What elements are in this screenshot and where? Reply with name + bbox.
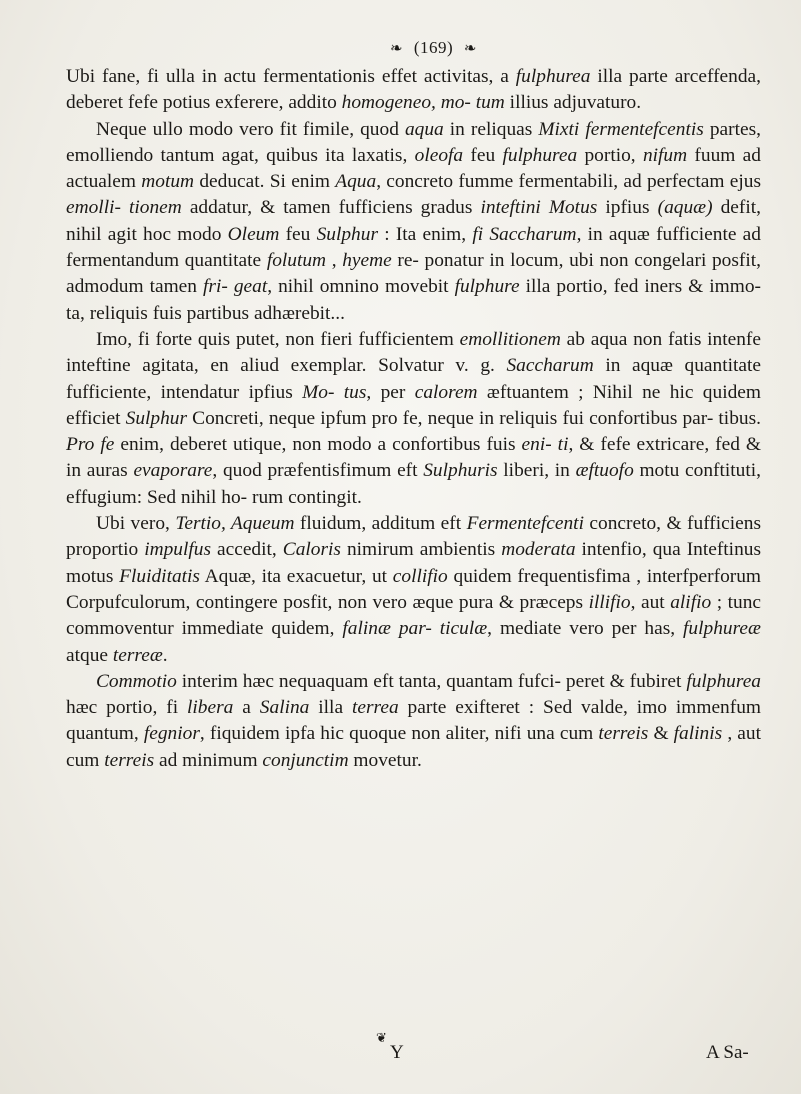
text-run: Aquæ, ita exacuetur, ut <box>199 565 393 587</box>
paragraph <box>66 669 761 774</box>
italic-run: hyeme <box>342 250 392 272</box>
text-run: ad minimum <box>154 749 263 771</box>
text-run: : Ita enim, <box>378 223 473 245</box>
italic-run: evaporare <box>133 460 213 482</box>
text-run: in aquæ quantitate fufficiente, intendatur ipfius <box>66 355 761 403</box>
italic-run: falinæ par- ticulæ <box>342 618 488 640</box>
text-run: , concreto fumme fermentabili, ad perfectam ejus <box>376 171 761 193</box>
paragraph <box>66 511 761 669</box>
italic-run: fri- geat <box>203 276 268 298</box>
text-run: defit, nihil agit hoc modo <box>66 197 761 245</box>
page-header <box>106 38 761 58</box>
text-run: hæc portio, fi <box>66 697 188 719</box>
text-run: in reliquas <box>443 118 539 140</box>
italic-run: Mo- tus <box>302 381 367 403</box>
text-run: movetur. <box>348 749 422 771</box>
italic-run: aqua <box>404 118 444 140</box>
italic-run: fulphurea <box>686 670 761 692</box>
italic-run: emollitionem <box>459 328 561 350</box>
italic-run: terreis <box>104 749 155 771</box>
text-run: illa <box>309 697 352 719</box>
text-run: motu conftituti, effugium: Sed nihil ho- rum contingit. <box>66 460 761 508</box>
italic-run: collifio <box>392 565 448 587</box>
italic-run: terreæ <box>112 644 163 666</box>
text-run: æftuantem ; Nihil ne hic quidem efficiet <box>66 381 761 429</box>
paragraph <box>66 64 761 117</box>
italic-run: fi Saccharum <box>472 223 577 245</box>
italic-run: folutum <box>266 250 327 272</box>
italic-run: fulphurea <box>502 144 578 166</box>
paragraph <box>66 117 761 327</box>
italic-run: emolli- tionem <box>66 197 182 219</box>
italic-run: eni- ti <box>521 434 569 456</box>
text-run: fluidum, additum eft <box>294 513 467 535</box>
italic-run: fulphureæ <box>683 618 761 640</box>
text-run: fuum ad actualem <box>66 144 761 193</box>
text-run: re- ponatur in locum, ubi non congelari posfit, admodum tamen <box>66 250 762 298</box>
text-run: , aut <box>630 591 671 613</box>
italic-run: Sulphuris <box>423 460 498 482</box>
page-number: (169) <box>413 38 454 57</box>
text-run: , fiquidem ipfa hic quoque non aliter, nifi una cum <box>199 723 599 745</box>
text-run: quidem frequentisfima , interfperforum Corpufculorum, contingere posfit, non vero æque pura & præceps <box>66 565 761 613</box>
text-run: ab aqua non fatis intenfe inteftine agitata, en aliud exemplar. Solvatur v. g. <box>66 328 761 377</box>
text-run: intenfio, qua Inteftinus motus <box>66 539 762 587</box>
text-run: liberi, in <box>497 460 576 482</box>
ornament-left: ❧ <box>390 41 404 57</box>
italic-run: conjunctim <box>262 749 349 771</box>
body-text <box>66 64 761 774</box>
text-run: Ubi fane, fi ulla in actu fermentationis effet activitas, a <box>66 66 516 87</box>
italic-run: calorem <box>414 381 478 403</box>
italic-run: Tertio, Aqueum <box>175 513 295 535</box>
text-run: interim hæc nequaquam eft tanta, quantam fufci- peret & fubiret <box>176 670 687 692</box>
italic-run: Fermentefcenti <box>466 513 584 535</box>
text-run: accedit, <box>211 539 283 561</box>
italic-run: terreis <box>598 723 649 745</box>
italic-run: moderata <box>501 539 576 561</box>
italic-run: homogeneo, mo- tum <box>341 92 505 114</box>
italic-run: nifum <box>642 144 688 166</box>
italic-run: alifio <box>670 591 712 613</box>
text-run: & <box>648 723 674 745</box>
italic-run: inteftini Motus <box>480 197 598 219</box>
text-run: atque <box>66 644 113 666</box>
signature-mark: ❦ <box>376 1030 387 1045</box>
text-run: , <box>326 250 343 272</box>
text-run: , mediate vero per has, <box>487 618 684 640</box>
text-run: feu <box>463 144 503 166</box>
catchword: A Sa- <box>706 1042 749 1063</box>
text-run: illius adjuvaturo. <box>504 92 642 114</box>
text-run: , aut cum <box>66 723 761 771</box>
text-run: addatur, & tamen fufficiens gradus <box>181 197 481 219</box>
italic-run: Mixti fermentefcentis <box>538 118 704 140</box>
italic-run: falinis <box>673 723 723 745</box>
italic-run: Oleum <box>227 223 280 245</box>
text-run: , & fefe extricare, fed & in auras <box>66 434 761 482</box>
italic-run: oleofa <box>414 144 464 166</box>
text-run: , per <box>366 381 415 403</box>
italic-run: Sulphur <box>316 223 378 245</box>
text-run: deducat. Si enim <box>194 171 336 193</box>
text-run: a <box>233 697 260 719</box>
italic-run: Pro fe <box>66 434 115 456</box>
italic-run: illifio <box>588 591 631 613</box>
italic-run: fulphurea <box>515 66 591 87</box>
text-run: ; tunc commoventur immediate quidem, <box>66 591 762 640</box>
italic-run: fegnior <box>143 723 200 745</box>
italic-run: motum <box>141 171 195 193</box>
italic-run: impulfus <box>144 539 211 561</box>
text-run: ipfius <box>597 197 658 219</box>
signature-letter: Y <box>390 1042 404 1063</box>
text-run: Ubi vero, <box>96 513 176 535</box>
text-run: enim, deberet utique, non modo a confortibus fuis <box>114 434 522 456</box>
ornament-right: ❧ <box>463 41 477 57</box>
text-run: , quod præfentisfimum eft <box>212 460 424 482</box>
italic-run: libera <box>187 697 234 719</box>
italic-run: fulphure <box>454 276 520 298</box>
text-run: partes, emolliendo tantum agat, quibus ita laxatis, <box>66 118 761 166</box>
text-run: nimirum ambientis <box>340 539 502 561</box>
text-run: Neque ullo modo vero fit fimile, quod <box>96 118 405 140</box>
text-run: parte exifteret : Sed valde, imo immenfum quantum, <box>66 697 761 745</box>
italic-run: Aqua <box>335 171 377 193</box>
text-run: illa parte arceffenda, deberet fefe potius exferere, addito <box>66 66 761 114</box>
italic-run: terrea <box>351 697 399 719</box>
text-run: illa portio, fed iners & immo- ta, reliquis fuis partibus adhærebit... <box>66 276 761 324</box>
italic-run: Saccharum <box>506 355 594 377</box>
italic-run: æftuofo <box>575 460 634 482</box>
italic-run: Caloris <box>282 539 341 561</box>
italic-run: Sulphur <box>125 407 188 429</box>
text-run: feu <box>279 223 317 245</box>
paragraph <box>66 327 761 511</box>
text-run: , nihil omnino movebit <box>267 276 455 298</box>
text-run: Concreti, neque ipfum pro fe, neque in reliquis fui confortibus par- tibus. <box>187 407 761 429</box>
text-run: , in aquæ fufficiente ad fermentandum quantitate <box>66 223 761 272</box>
text-run: Imo, fi forte quis putet, non fieri fufficientem <box>96 328 460 350</box>
italic-run: Commotio <box>96 670 177 692</box>
text-run: . <box>162 644 168 666</box>
text-run: portio, <box>577 144 643 166</box>
italic-run: Fluiditatis <box>119 565 200 587</box>
text-run: concreto, & fufficiens proportio <box>66 513 761 561</box>
italic-run: Salina <box>259 697 310 719</box>
italic-run: (aquæ) <box>657 197 713 219</box>
